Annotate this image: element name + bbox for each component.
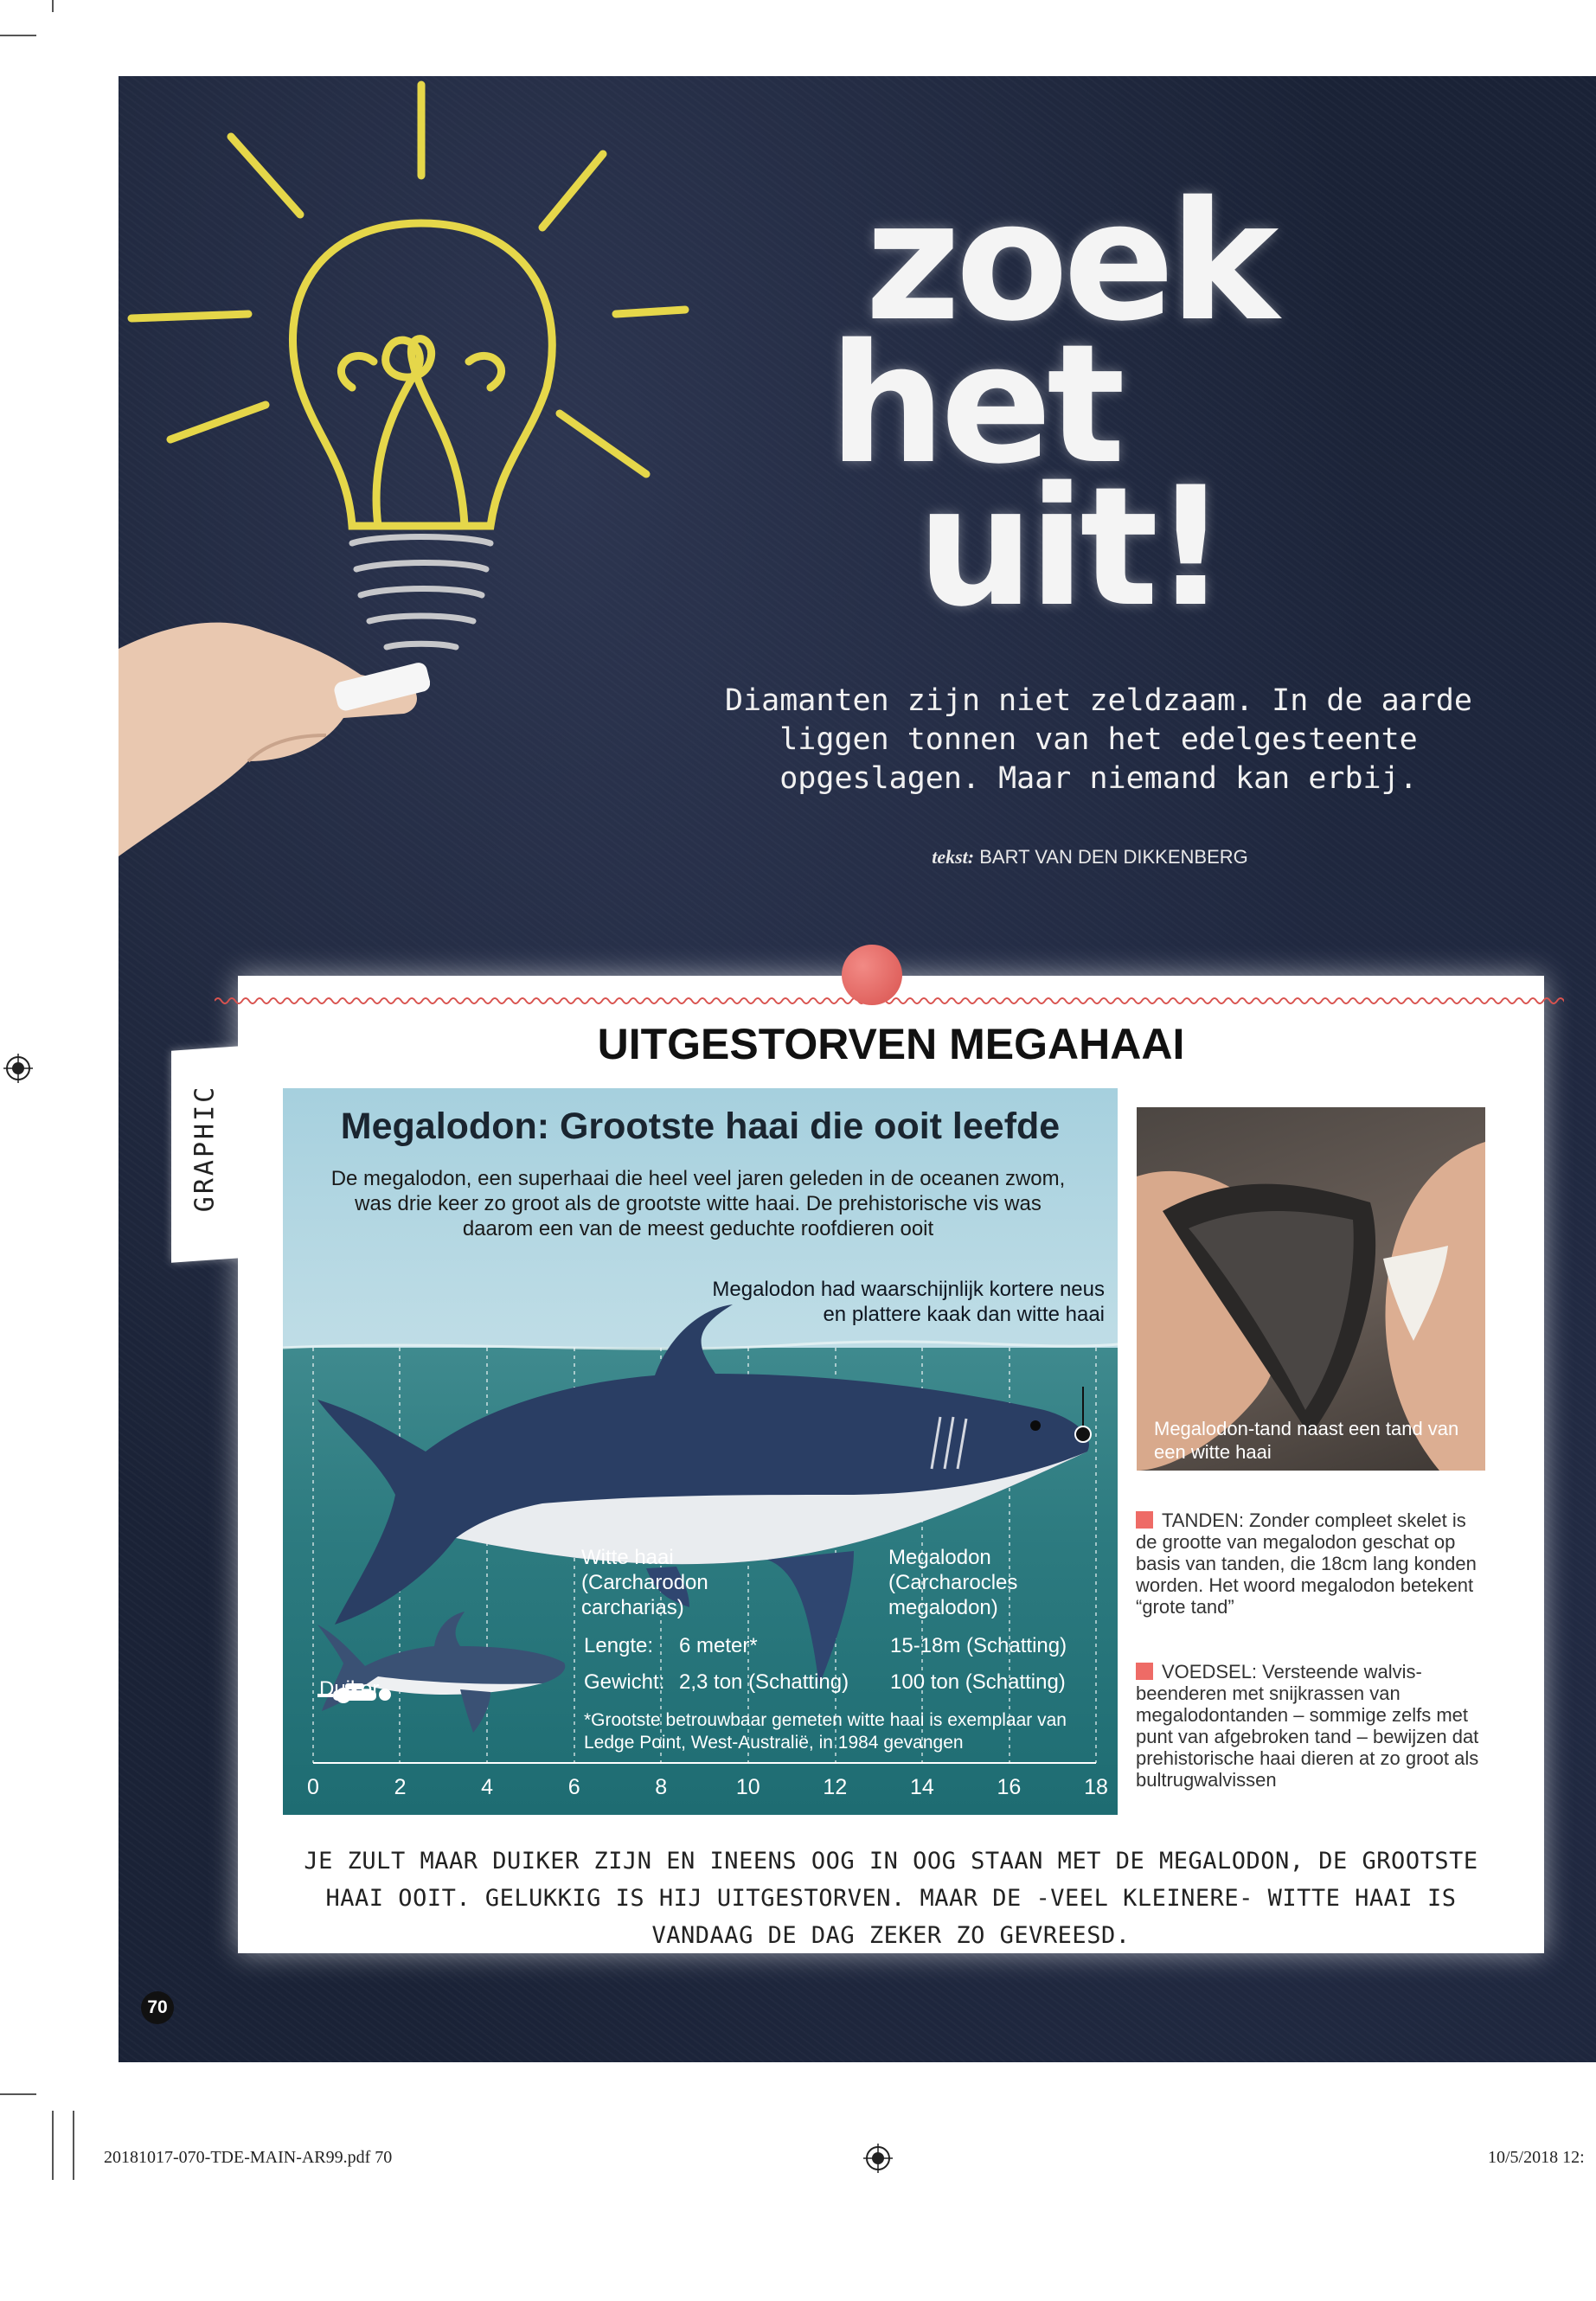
infographic-title: Megalodon: Grootste haai die ooit leefde: [340, 1106, 1061, 1147]
crop-mark: [0, 2093, 36, 2095]
registration-mark-icon: [863, 2144, 893, 2173]
diver-label: Duiker: [319, 1677, 380, 1701]
axis-tick-label: 14: [909, 1775, 934, 1799]
megalodon-shark: [317, 1304, 1089, 1685]
white-shark-name: Witte haai (Carcharodon carcharias): [581, 1546, 708, 1619]
handwritten-note: JE ZULT MAAR DUIKER ZIJN EN INEENS OOG IN OOG STAAN MET DE MEGALODON, DE GROOTSTE HAAI OOIT. GELUKKIG IS HIJ UITGESTORVEN. MAAR DE -VEEL KLEINERE- WITTE HAAI IS VANDAAG DE DAG ZEKER ZO GEVREESD.: [304, 1848, 1478, 1949]
crop-mark: [52, 2111, 54, 2180]
byline: [779, 846, 1401, 868]
title-line-3: uit!: [917, 452, 1223, 643]
page-number: 70: [141, 1991, 174, 2024]
shark-illustration: [283, 1088, 1118, 1815]
nose-note: Megalodon had waarschijnlijk kortere neus en plattere kaak dan witte haai: [712, 1278, 1105, 1326]
mega-weight: 100 ton (Schatting): [890, 1670, 1066, 1694]
megalodon-name: Megalodon (Carcharocles megalodon): [888, 1546, 1018, 1619]
title-line-1: zoek: [865, 166, 1274, 357]
axis-tick-label: 4: [481, 1775, 494, 1799]
axis-tick-label: 18: [1084, 1775, 1108, 1799]
registration-mark-icon: [3, 1054, 33, 1083]
food-paragraph: [1136, 1661, 1490, 1791]
white-weight: 2,3 ton (Schatting): [679, 1670, 849, 1694]
white-shark: [317, 1612, 565, 1733]
axis-tick-label: 10: [735, 1775, 760, 1799]
axis-tick-label: 16: [997, 1775, 1022, 1799]
teeth-text: TANDEN: Zonder compleet skelet is de grootte van megalodon geschat op basis van tanden, die 18cm lang konden worden. Het woord megalodon betekent “grote tand”: [1136, 1509, 1477, 1618]
megalodon-infographic: [283, 1088, 1118, 1815]
teeth-photo-drawing: [1137, 1107, 1485, 1471]
teeth-photo: [1137, 1107, 1485, 1471]
bullet-square-icon: [1136, 1511, 1153, 1529]
photo-caption: Megalodon-tand naast een tand van een witte haai: [1154, 1418, 1459, 1463]
byline-label: tekst:: [932, 846, 975, 868]
length-label: Lengte:: [584, 1634, 654, 1657]
axis-tick-label: 12: [823, 1775, 848, 1799]
title-line-2: het: [829, 309, 1120, 500]
byline-author: BART VAN DEN DIKKENBERG: [979, 846, 1248, 868]
axis-tick-label: 2: [394, 1775, 407, 1799]
intro-text: Diamanten zijn niet zeldzaam. In de aarde liggen tonnen van het edelgesteente opgeslagen. Maar niemand kan erbij.: [725, 683, 1472, 796]
pin-icon: [842, 945, 902, 1005]
crop-mark: [73, 2111, 74, 2180]
axis-tick-label: 6: [567, 1775, 580, 1799]
axis-tick-label: 8: [655, 1775, 668, 1799]
print-footer-date: 10/5/2018 12:: [1488, 2148, 1585, 2167]
food-text: VOEDSEL: Versteende walvis-beenderen met snijkrassen van megalodontanden – sommige zelfs met punt van afgebroken tand – bewijzen dat prehistorische haai dieren at zo groot als bultrugwalvissen: [1136, 1661, 1479, 1791]
bullet-square-icon: [1136, 1663, 1153, 1680]
mega-length: 15-18m (Schatting): [890, 1634, 1067, 1657]
crop-mark: [0, 35, 36, 36]
weight-label: Gewicht:: [584, 1670, 665, 1694]
graphic-tab-label: GRAPHIC: [189, 1084, 221, 1213]
card-title: UITGESTORVEN MEGAHAAI: [597, 1020, 1185, 1068]
crop-mark: [52, 0, 54, 12]
hand-with-chalk: [119, 597, 430, 874]
teeth-paragraph: [1136, 1509, 1490, 1618]
infographic-description: De megalodon, een superhaai die heel veel jaren geleden in de oceanen zwom, was drie keer zo groot als de grootste witte haai. De prehistorische vis was daarom een van de meest geduchte roofdieren ooit: [330, 1167, 1066, 1240]
white-length: 6 meter*: [679, 1634, 758, 1657]
footnote: *Grootste betrouwbaar gemeten witte haai is exemplaar van Ledge Point, West-Australië, in 1984 gevangen: [584, 1710, 1067, 1753]
axis-tick-label: 0: [307, 1775, 319, 1799]
print-footer-file: 20181017-070-TDE-MAIN-AR99.pdf 70: [104, 2148, 393, 2167]
